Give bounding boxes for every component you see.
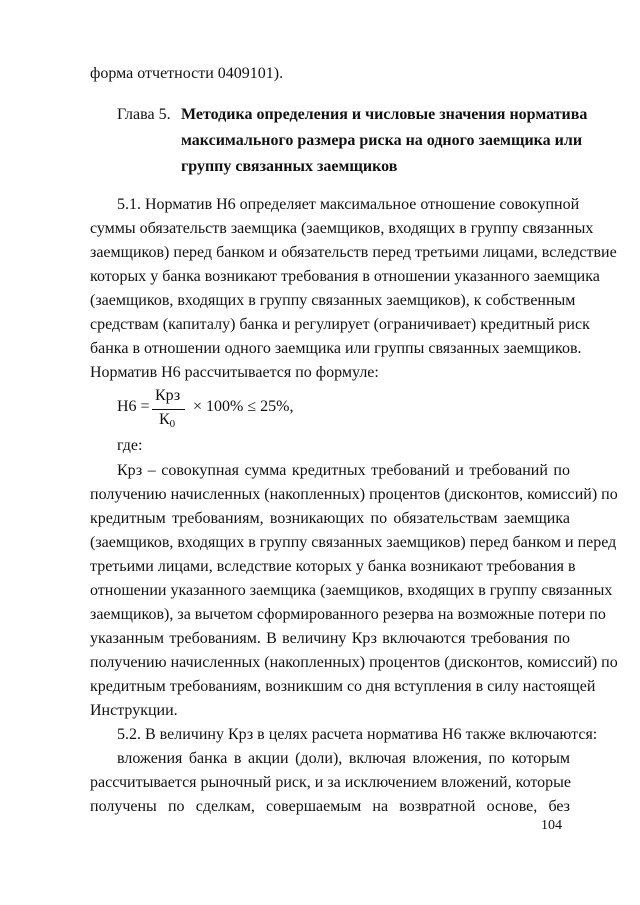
investments-line: получены по сделкам, совершаемым на возвратной основе, без xyxy=(90,798,570,815)
paragraph-5-1-line: средствам (капиталу) банка и регулирует (ограничивает) кредитный риск xyxy=(90,316,590,333)
paragraph-5-1-line: (заемщиков, входящих в группу связанных заемщиков), к собственным xyxy=(90,292,576,309)
chapter-label: Глава 5. xyxy=(117,106,171,123)
formula-denominator-subscript: 0 xyxy=(169,418,176,430)
paragraph-5-1-line: банка в отношении одного заемщика или группы связанных заемщиков. xyxy=(90,340,582,357)
page-number: 104 xyxy=(541,818,562,833)
paragraph-5-1-line: Норматив Н6 рассчитывается по формуле: xyxy=(90,364,379,381)
chapter-title-line: группу связанных заемщиков xyxy=(181,158,398,175)
where-label: где: xyxy=(117,437,143,454)
paragraph-5-1-line: заемщиков) перед банком и обязательств перед третьими лицами, вследствие xyxy=(90,244,617,261)
krz-definition-line: указанным требованиям. В величину Крз включаются требования по xyxy=(90,630,570,647)
chapter-title-line: максимального размера риска на одного заемщика или xyxy=(181,132,583,149)
paragraph-5-1-line: суммы обязательств заемщика (заемщиков, входящих в группу связанных xyxy=(90,220,594,237)
formula-numerator: Крз xyxy=(155,387,181,404)
krz-definition-line: получению начисленных (накопленных) процентов (дисконтов, комиссий) по xyxy=(90,654,618,671)
investments-line: рассчитывается рыночный риск, и за исключением вложений, которые xyxy=(90,774,571,791)
krz-definition-line: кредитным требованиям, возникающих по обязательствам заемщика xyxy=(90,510,570,527)
top-line: форма отчетности 0409101). xyxy=(90,65,284,82)
investments-line: вложения банка в акции (доли), включая вложения, по которым xyxy=(117,750,570,767)
paragraph-5-2: 5.2. В величину Крз в целях расчета норматива Н6 также включаются: xyxy=(117,726,598,743)
chapter-title-line: Методика определения и числовые значения норматива xyxy=(181,106,588,123)
formula-lhs: Н6 = xyxy=(117,398,150,415)
krz-definition-line: (заемщиков, входящих в группу связанных заемщиков) перед банком и перед xyxy=(90,534,617,551)
fraction-bar xyxy=(152,409,185,410)
krz-definition-line: получению начисленных (накопленных) процентов (дисконтов, комиссий) по xyxy=(90,486,618,503)
formula-rhs: × 100% ≤ 25%, xyxy=(193,398,294,415)
krz-definition-line: Крз – совокупная сумма кредитных требований и требований по xyxy=(117,462,570,479)
paragraph-5-1-line: которых у банка возникают требования в отношении указанного заемщика xyxy=(90,268,600,285)
krz-definition-line: Инструкции. xyxy=(90,702,178,719)
paragraph-5-1-line: 5.1. Норматив Н6 определяет максимальное отношение совокупной xyxy=(117,196,580,213)
formula-denominator: $К_0$ xyxy=(159,411,176,430)
krz-definition-line: отношении указанного заемщика (заемщиков, входящих в группу связанных xyxy=(90,582,613,599)
krz-definition-line: кредитным требованиям, возникшим со дня вступления в силу настоящей xyxy=(90,678,596,695)
krz-definition-line: заемщиков), за вычетом сформированного резерва на возможные потери по xyxy=(90,606,606,623)
krz-definition-line: третьими лицами, вследствие которых у банка возникают требования в xyxy=(90,558,576,575)
